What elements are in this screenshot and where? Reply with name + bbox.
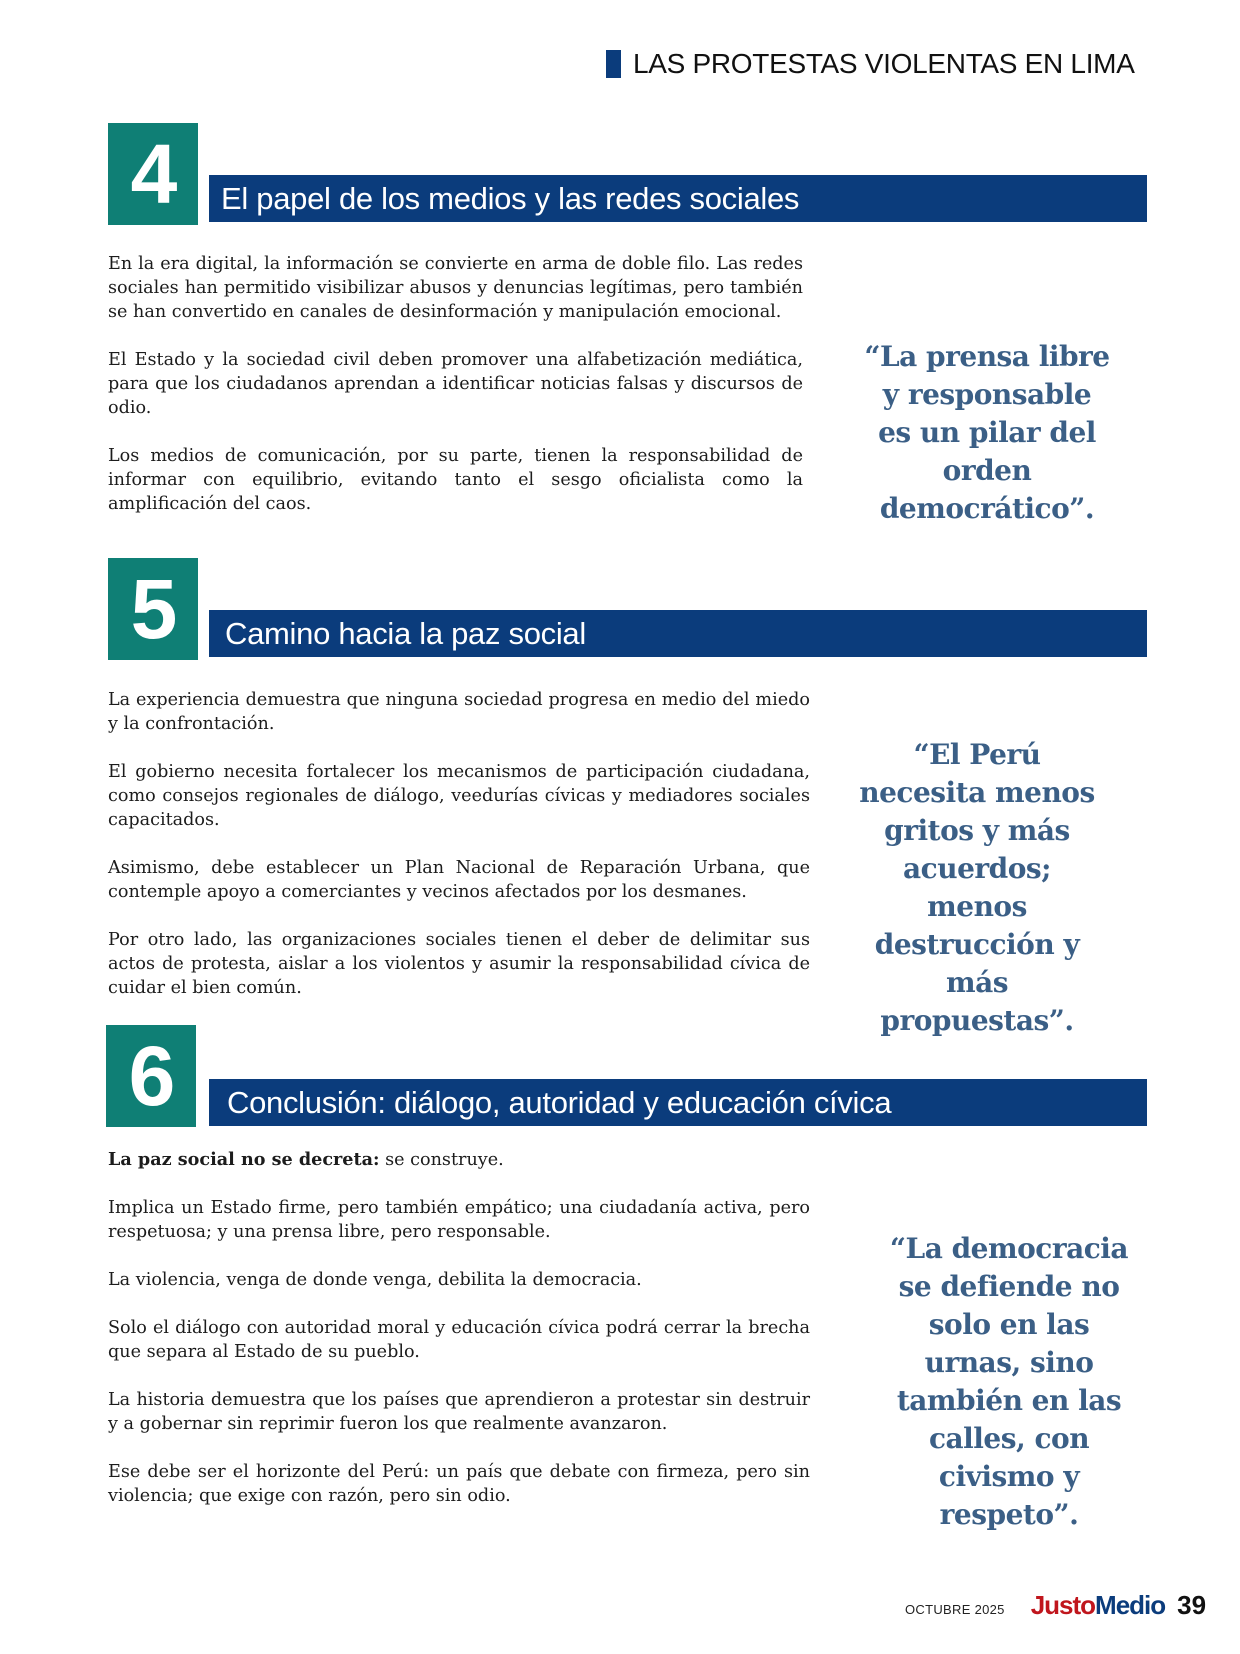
paragraph: Asimismo, debe establecer un Plan Nacional de Reparación Urbana, que contemple apoyo a comerciantes y vecinos afectados por los desmanes. [108, 858, 810, 902]
paragraph: La violencia, venga de donde venga, debilita la democracia. [108, 1270, 642, 1290]
paragraph: El gobierno necesita fortalecer los mecanismos de participación ciudadana, como consejos regionales de diálogo, veedurías cívicas y mediadores sociales capacitados. [108, 762, 810, 830]
section-number-4: 4 [108, 123, 198, 225]
page-footer [905, 1590, 1206, 1621]
page-number: 39 [1177, 1590, 1207, 1620]
paragraph: Por otro lado, las organizaciones sociales tienen el deber de delimitar sus actos de protesta, aislar a los violentos y asumir la responsabilidad cívica de cuidar el bien común. [108, 930, 810, 998]
section-title-6: Conclusión: diálogo, autoridad y educación cívica [209, 1079, 1147, 1126]
paragraph: En la era digital, la información se convierte en arma de doble filo. Las redes sociales han permitido visibilizar abusos y denuncias legítimas, pero también se han convertido en canales de desinformación y manipulación emocional. [108, 254, 803, 322]
pull-quote-5: “El Perú necesita menos gritos y más acuerdos; menos destrucción y más propuestas”. [859, 738, 1095, 1037]
section-header-title: LAS PROTESTAS VIOLENTAS EN LIMA [633, 48, 1135, 79]
paragraph: Los medios de comunicación, por su parte, tienen la responsabilidad de informar con equilibrio, evitando tanto el sesgo oficialista como la amplificación del caos. [108, 446, 803, 514]
section-title-4: El papel de los medios y las redes sociales [209, 175, 1147, 222]
issue-date: OCTUBRE 2025 [905, 1602, 1005, 1617]
paragraph: Solo el diálogo con autoridad moral y educación cívica podrá cerrar la brecha que separa al Estado de su pueblo. [108, 1318, 810, 1362]
lead-bold: La paz social no se decreta: [108, 1149, 380, 1170]
section-title-5: Camino hacia la paz social [209, 610, 1147, 657]
lead-paragraph [108, 1148, 810, 1172]
header-marker [606, 50, 621, 78]
paragraph: La historia demuestra que los países que aprendieron a protestar sin destruir y a gobernar sin reprimir fueron los que realmente avanzaron. [108, 1390, 810, 1434]
paragraph: La experiencia demuestra que ninguna sociedad progresa en medio del miedo y la confrontación. [108, 690, 810, 734]
pull-quote-4: “La prensa libre y responsable es un pilar del orden democrático”. [864, 340, 1110, 525]
brand-logo-medio: Medio [1095, 1590, 1166, 1620]
section-body-5 [108, 688, 810, 1000]
section-number-5: 5 [108, 558, 198, 660]
paragraph: El Estado y la sociedad civil deben promover una alfabetización mediática, para que los ciudadanos aprendan a identificar noticias falsas y discursos de odio. [108, 350, 803, 418]
section-number-6: 6 [106, 1025, 196, 1127]
pull-quote-6: “La democracia se defiende no solo en las urnas, sino también en las calles, con civismo y respeto”. [889, 1232, 1129, 1531]
paragraph: Ese debe ser el horizonte del Perú: un país que debate con firmeza, pero sin violencia; que exige con razón, pero sin odio. [108, 1462, 810, 1506]
lead-rest: se construye. [379, 1150, 504, 1170]
section-body-6 [108, 1148, 810, 1508]
paragraph: Implica un Estado firme, pero también empático; una ciudadanía activa, pero respetuosa; y una prensa libre, pero responsable. [108, 1198, 810, 1242]
section-body-4 [108, 252, 803, 516]
running-head [606, 48, 1135, 80]
brand-logo-justo: Justo [1030, 1590, 1096, 1620]
